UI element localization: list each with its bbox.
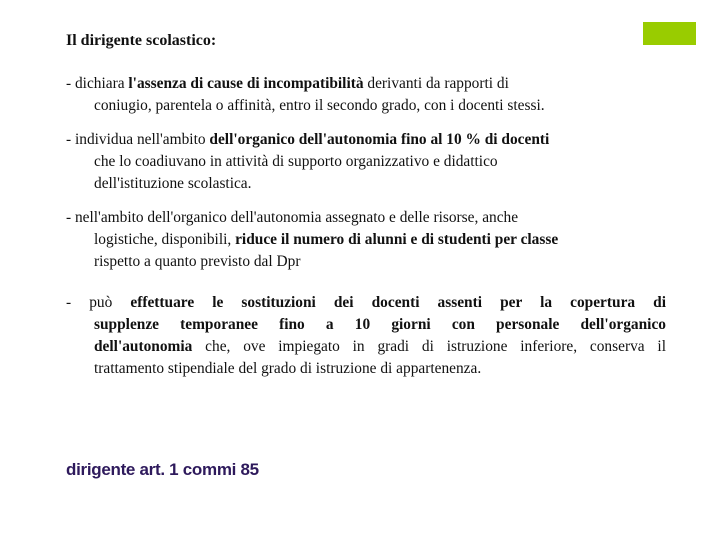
paragraph-line xyxy=(66,251,666,273)
bold-text: supplenze temporanee fino a 10 giorni con personale dell'organico xyxy=(94,316,666,333)
paragraph-line xyxy=(66,229,666,251)
accent-block xyxy=(643,22,696,45)
bold-text: l'assenza di cause di incompatibilità xyxy=(128,75,364,92)
text-run: - individua nell'ambito xyxy=(66,131,210,148)
text-run: logistiche, disponibili, xyxy=(94,231,236,248)
paragraph-line xyxy=(66,314,666,336)
bold-text: riduce il numero di alunni e di studenti per classe xyxy=(235,231,559,248)
slide-title: Il dirigente scolastico: xyxy=(66,32,217,49)
bold-text: dell'autonomia xyxy=(94,338,193,355)
paragraph-line xyxy=(66,173,666,195)
text-run: che, ove impiegato in gradi di istruzione inferiore, conserva il xyxy=(192,338,666,355)
bold-text: dell'organico dell'autonomia fino al 10 % di docenti xyxy=(209,131,550,148)
paragraph-line xyxy=(66,73,666,95)
paragraph-incompatibility xyxy=(66,73,666,117)
paragraph-line xyxy=(66,292,666,314)
bold-text: effettuare le sostituzioni dei docenti assenti per la copertura di xyxy=(130,294,666,311)
text-run: rispetto a quanto previsto dal Dpr xyxy=(94,253,301,270)
text-run: trattamento stipendiale del grado di istruzione di appartenenza. xyxy=(94,360,482,377)
text-run: - dichiara xyxy=(66,75,129,92)
paragraph-line xyxy=(66,207,666,229)
paragraph-line xyxy=(66,129,666,151)
text-run: - può xyxy=(66,294,131,311)
paragraph-staff-support xyxy=(66,129,666,195)
text-run: che lo coadiuvano in attività di supporto organizzativo e didattico xyxy=(94,153,498,170)
text-run: - nell'ambito dell'organico dell'autonomia assegnato e delle risorse, anche xyxy=(66,209,519,226)
text-run: dell'istituzione scolastica. xyxy=(94,175,252,192)
paragraph-line xyxy=(66,151,666,173)
paragraph-line xyxy=(66,358,666,380)
text-run: coniugio, parentela o affinità, entro il secondo grado, con i docenti stessi. xyxy=(94,97,545,114)
text-run: derivanti da rapporti di xyxy=(363,75,509,92)
paragraph-line xyxy=(66,336,666,358)
paragraph-substitutions xyxy=(66,292,666,380)
footer-reference-link[interactable]: dirigente art. 1 commi 85 xyxy=(66,460,259,479)
paragraph-line xyxy=(66,95,666,117)
paragraph-class-size xyxy=(66,207,666,273)
